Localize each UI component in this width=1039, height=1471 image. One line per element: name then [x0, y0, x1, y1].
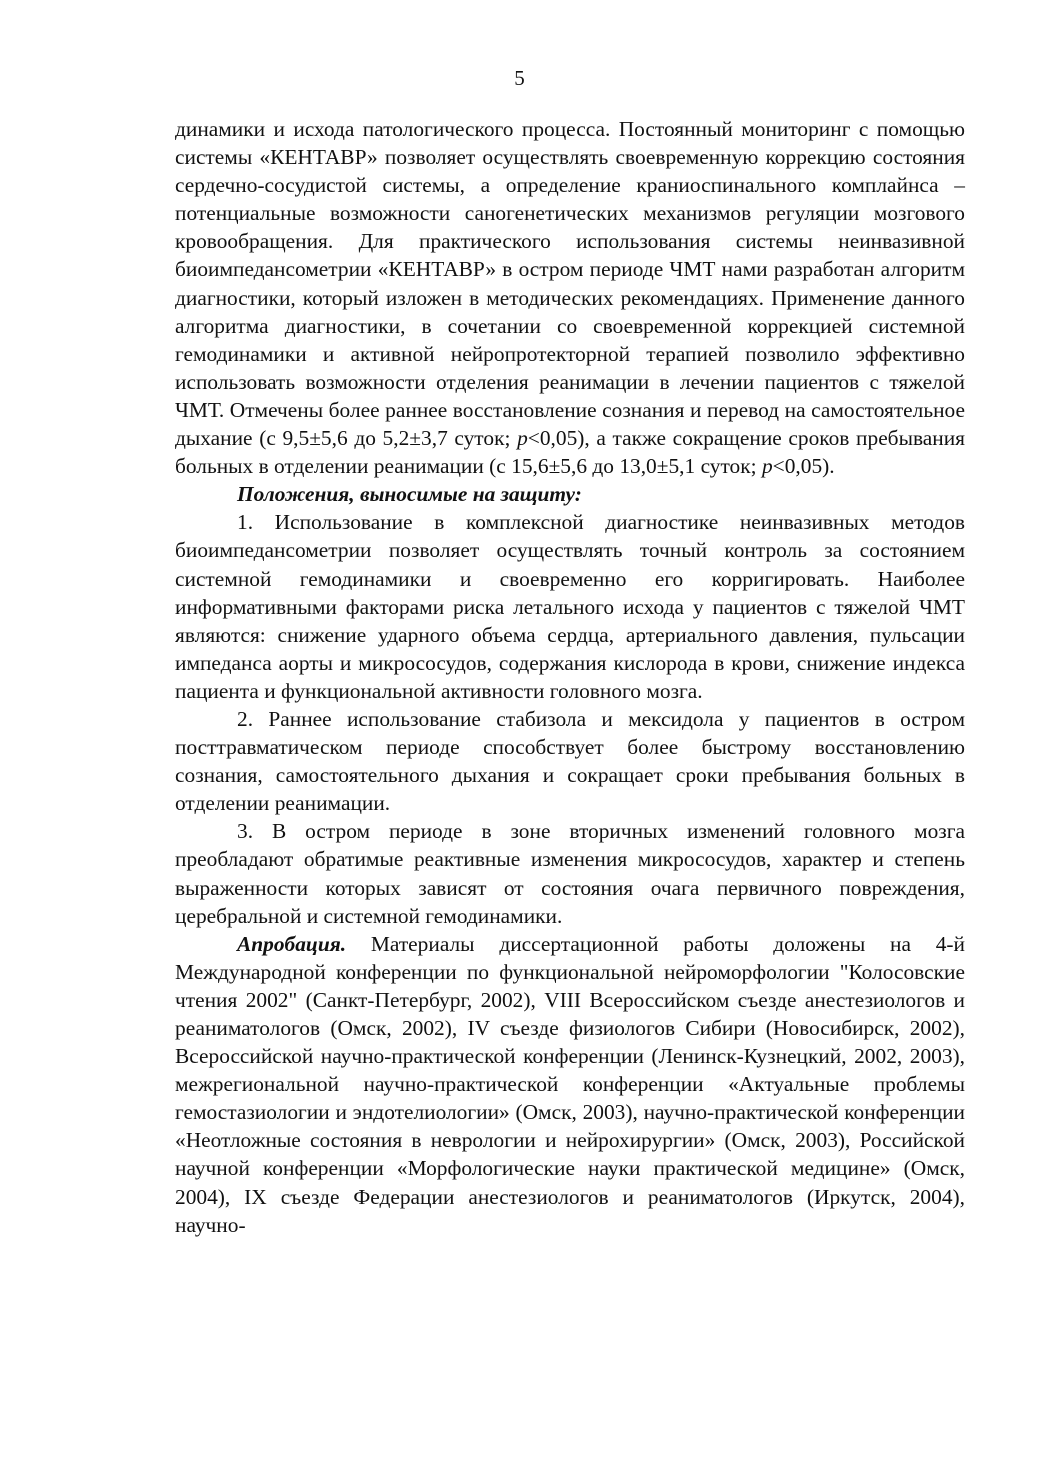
thesis-item-3: 3. В остром периоде в зоне вторичных изменений головного мозга преобладают обратимые реактивные изменения микрососудов, характер и степень выраженности которых зависят от состояния очага первичного повреждения, церебральной и системной гемодинамики. — [175, 819, 965, 928]
p-value-symbol: p — [761, 454, 773, 479]
intro-paragraph — [175, 115, 965, 480]
intro-text-part2: <0,05), а также сокращение сроков пребывания больных в отделении реанимации (с 15,6±5,6 до 13,0±5,1 суток; — [175, 426, 965, 479]
approbation-paragraph — [175, 930, 965, 1239]
theses-heading: Положения, выносимые на защиту: — [237, 482, 582, 507]
thesis-item-2: 2. Раннее использование стабизола и мексидола у пациентов в остром посттравматическом периоде способствует более быстрому восстановлению сознания, самостоятельного дыхания и сокращает сроки пребывания больных в отделении реанимации. — [175, 706, 965, 816]
p-value-symbol: p — [517, 426, 528, 451]
document-body — [175, 115, 965, 1239]
thesis-item-1: 1. Использование в комплексной диагностике неинвазивных методов биоимпедансометрии позволяет осуществлять точный контроль за состоянием системной гемодинамики и своевременно его корригировать. Наиболее информативными факторами риска летального исхода у пациентов с тяжелой ЧМТ являются: снижение ударного объема сердца, артериального давления, пульсации импеданса аорты и микрососудов, содержания кислорода в крови, снижение индекса пациента и функциональной активности головного мозга. — [175, 510, 965, 703]
page-number: 5 — [514, 66, 525, 90]
approbation-text: Материалы диссертационной работы доложены на 4-й Международной конференции по функциональной нейроморфологии "Колосовские чтения 2002" (Санкт-Петербург, 2002), VIII Всероссийском съезде анестезиологов и реаниматологов (Омск, 2002), IV съезде физиологов Сибири (Новосибирск, 2002), Всероссийской научно-практической конференции (Ленинск-Кузнецкий, 2002, 2003), межрегиональной научно-практической конференции «Актуальные проблемы гемостазиологии и эндотелиологии» (Омск, 2003), научно-практической конференции «Неотложные состояния в неврологии и нейрохирургии» (Омск, 2003), Российской научной конференции «Морфологические науки практической медицине» (Омск, 2004), IX съезде Федерации анестезиологов и реаниматологов (Иркутск, 2004), научно- — [175, 931, 965, 1237]
intro-text-part3: <0,05). — [772, 454, 835, 479]
approbation-lead: Апробация. — [237, 931, 347, 956]
intro-text-part1: динамики и исхода патологического процесса. Постоянный мониторинг с помощью системы «КЕНТАВР» позволяет осуществлять своевременную коррекцию состояния сердечно-сосудистой системы, а определение краниоспинального комплайнса – потенциальные возможности саногенетических механизмов регуляции мозгового кровообращения. Для практического использования системы неинвазивной биоимпедансометрии «КЕНТАВР» в остром периоде ЧМТ нами разработан алгоритм диагностики, который изложен в методических рекомендациях. Применение данного алгоритма диагностики, в сочетании со своевременной коррекцией системной гемодинамики и активной нейропротекторной терапией позволило эффективно использовать возможности отделения реанимации в лечении пациентов с тяжелой ЧМТ. Отмечены более раннее восстановление сознания и перевод на самостоятельное дыхание (с 9,5±5,6 до 5,2±3,7 суток; — [175, 117, 965, 451]
